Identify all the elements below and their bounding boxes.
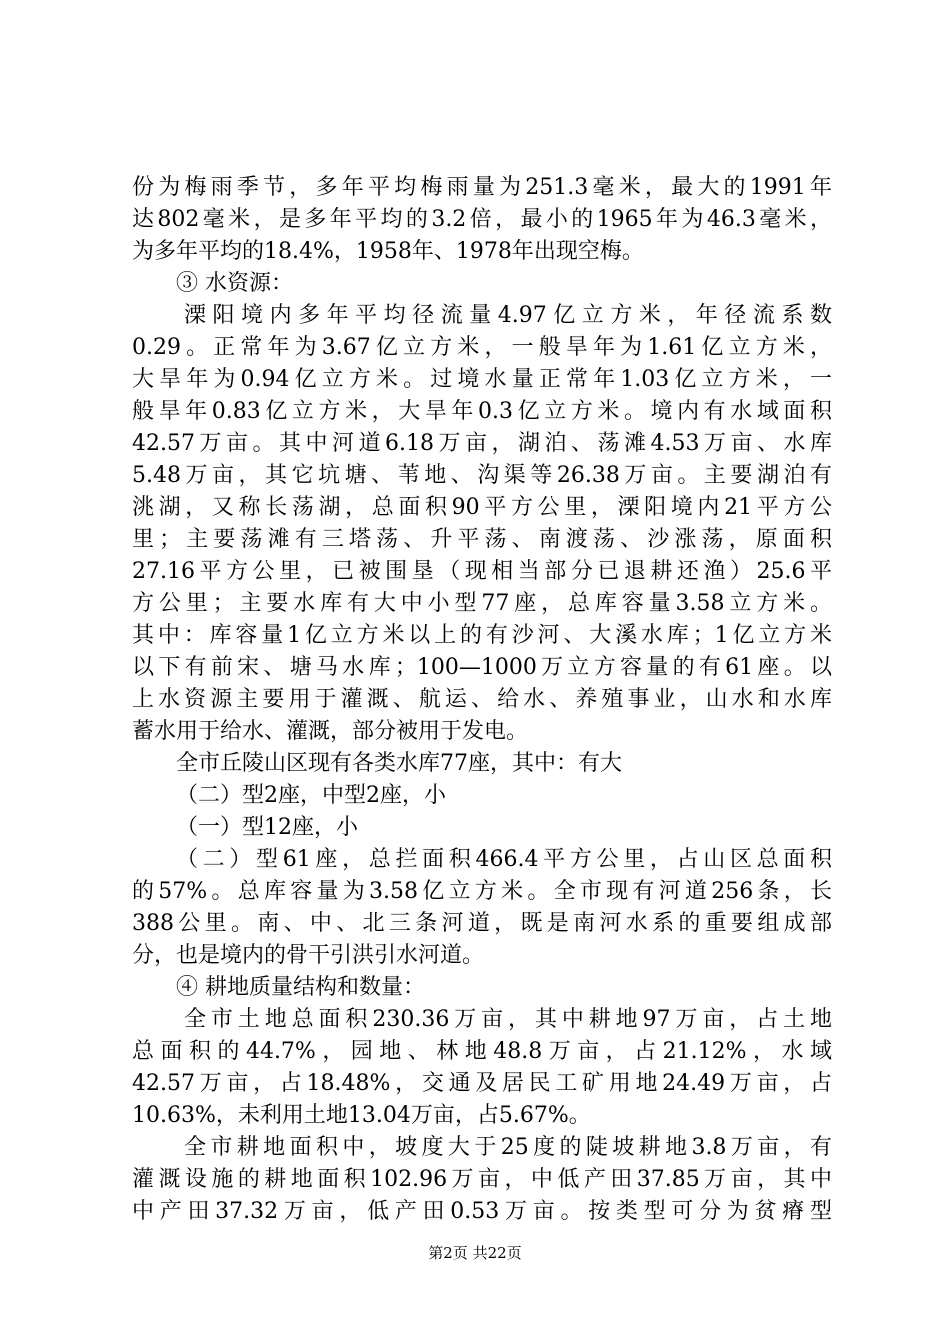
text-line: 27.16平方公里，已被围垦（现相当部分已退耕还渔）25.6平 [132, 559, 832, 584]
text-line: 分，也是境内的骨干引洪引水河道。 [132, 943, 485, 968]
text-line: 般旱年0.83亿立方米，大旱年0.3亿立方米。境内有水域面积 [132, 399, 832, 424]
text-line: 全市土地总面积230.36万亩，其中耕地97万亩，占土地 [184, 1007, 832, 1032]
document-body [132, 172, 832, 1228]
text-line: 42.57万亩。其中河道6.18万亩，湖泊、荡滩4.53万亩、水库 [132, 431, 832, 456]
text-line: （二）型2座，中型2座，小 [176, 783, 446, 808]
text-line: 42.57万亩，占18.48%，交通及居民工矿用地24.49万亩，占 [132, 1071, 832, 1096]
text-line: 达802毫米，是多年平均的3.2倍，最小的1965年为46.3毫米， [132, 207, 832, 232]
text-line: 的57%。总库容量为3.58亿立方米。全市现有河道256条，长 [132, 879, 832, 904]
text-line: （一）型12座，小 [176, 815, 358, 840]
text-line: 全市丘陵山区现有各类水库77座，其中：有大 [176, 751, 622, 776]
text-line: 洮湖，又称长荡湖，总面积90平方公里，溧阳境内21平方公 [132, 495, 832, 520]
page-number-footer: 第2页 共22页 [428, 1244, 522, 1262]
text-line: 5.48万亩，其它坑塘、苇地、沟渠等26.38万亩。主要湖泊有 [132, 463, 832, 488]
text-line: 份为梅雨季节，多年平均梅雨量为251.3毫米，最大的1991年 [132, 175, 832, 200]
text-line: 中产田37.32万亩，低产田0.53万亩。按类型可分为贫瘠型 [132, 1199, 832, 1224]
text-line: 388公里。南、中、北三条河道，既是南河水系的重要组成部 [132, 911, 832, 936]
text-line: 上水资源主要用于灌溉、航运、给水、养殖事业，山水和水库 [132, 687, 832, 712]
text-line: ③ 水资源： [176, 271, 293, 296]
text-line: 0.29。正常年为3.67亿立方米，一般旱年为1.61亿立方米， [132, 335, 832, 360]
text-line: 10.63%，未利用土地13.04万亩，占5.67%。 [132, 1103, 591, 1128]
text-line: 里；主要荡滩有三塔荡、升平荡、南渡荡、沙涨荡，原面积 [132, 527, 832, 552]
text-line: （二）型61座，总拦面积466.4平方公里，占山区总面积 [176, 847, 832, 872]
text-line: 溧阳境内多年平均径流量4.97亿立方米，年径流系数 [184, 303, 832, 328]
text-line: 其中：库容量1亿立方米以上的有沙河、大溪水库；1亿立方米 [132, 623, 832, 648]
text-line: 全市耕地面积中，坡度大于25度的陡坡耕地3.8万亩，有 [184, 1135, 832, 1160]
text-line: 以下有前宋、塘马水库；100—1000万立方容量的有61座。以 [132, 655, 832, 680]
text-line: 为多年平均的18.4%，1958年、1978年出现空梅。 [132, 239, 644, 264]
text-line: ④ 耕地质量结构和数量： [176, 975, 425, 1000]
text-line: 蓄水用于给水、灌溉，部分被用于发电。 [132, 719, 529, 744]
text-line: 大旱年为0.94亿立方米。过境水量正常年1.03亿立方米，一 [132, 367, 832, 392]
text-line: 总面积的44.7%，园地、林地48.8万亩，占21.12%，水域 [132, 1039, 832, 1064]
text-line: 方公里；主要水库有大中小型77座，总库容量3.58立方米。 [132, 591, 832, 616]
text-line: 灌溉设施的耕地面积102.96万亩，中低产田37.85万亩，其中 [132, 1167, 832, 1192]
